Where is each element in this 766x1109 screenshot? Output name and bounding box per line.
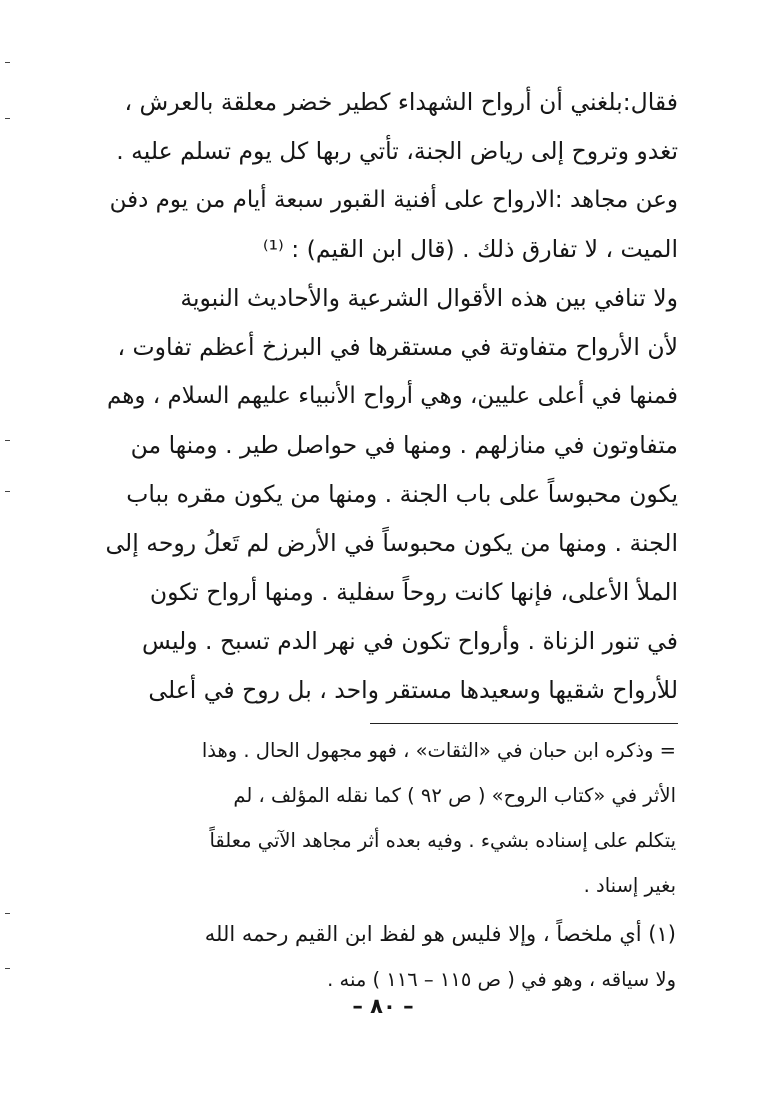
footnote-divider: [370, 723, 678, 724]
margin-mark: [5, 118, 10, 119]
text-line: متفاوتون في منازلهم . ومنها في حواصل طير . ومنها من: [130, 431, 678, 459]
margin-mark: [5, 491, 10, 492]
text-line: فمنها في أعلى عليين، وهي أرواح الأنبياء عليهم السلام ، وهم: [106, 383, 678, 409]
text-line: في تنور الزناة . وأرواح تكون في نهر الدم تسبح . وليس: [142, 627, 678, 655]
margin-mark: [5, 913, 10, 914]
footnote-line: = وذكره ابن حبان في «الثقات» ، فهو مجهول الحال . وهذا: [201, 739, 676, 762]
text-line: ولا تنافي بين هذه الأقوال الشرعية والأحاديث النبوية: [180, 284, 678, 312]
text-line: يكون محبوساً على باب الجنة . ومنها من يكون مقره بباب: [126, 480, 678, 508]
footnote-line: يتكلم على إسناده بشيء . وفيه بعده أثر مجاهد الآتي معلقاً: [209, 829, 676, 852]
text-line: الميت ، لا تفارق ذلك . (قال ابن القيم) : ⁽¹⁾: [262, 235, 678, 263]
text-line: الجنة . ومنها من يكون محبوساً في الأرض لم تَعلُ روحه إلى: [105, 529, 678, 557]
text-line: تغدو وتروح إلى رياض الجنة، تأتي ربها كل يوم تسلم عليه .: [116, 137, 678, 165]
text-line: لأن الأرواح متفاوتة في مستقرها في البرزخ أعظم تفاوت ،: [117, 333, 678, 361]
footnote-line: بغير إسناد .: [583, 874, 676, 897]
page-number: – ٨٠ –: [352, 994, 414, 1018]
footnote-line: الأثر في «كتاب الروح» ( ص ٩٢ ) كما نقله المؤلف ، لم: [233, 784, 676, 807]
margin-mark: [5, 62, 10, 63]
text-line: للأرواح شقيها وسعيدها مستقر واحد ، بل روح في أعلى: [148, 676, 678, 704]
footnote-ref-line: (١) أي ملخصاً ، وإلا فليس هو لفظ ابن القيم رحمه الله: [204, 922, 676, 946]
text-line: الملأ الأعلى، فإنها كانت روحاً سفلية . ومنها أرواح تكون: [149, 578, 678, 606]
margin-mark: [5, 968, 10, 969]
main-text: [100, 78, 678, 715]
footnotes: [96, 728, 676, 1000]
text-line: وعن مجاهد :الارواح على أفنية القبور سبعة أيام من يوم دفن: [109, 187, 678, 213]
margin-mark: [5, 440, 10, 441]
text-line: فقال:بلغني أن أرواح الشهداء كطير خضر معلقة بالعرش ،: [124, 88, 678, 116]
footnote-ref-line: ولا سياقه ، وهو في ( ص ١١٥ – ١١٦ ) منه .: [327, 968, 676, 991]
